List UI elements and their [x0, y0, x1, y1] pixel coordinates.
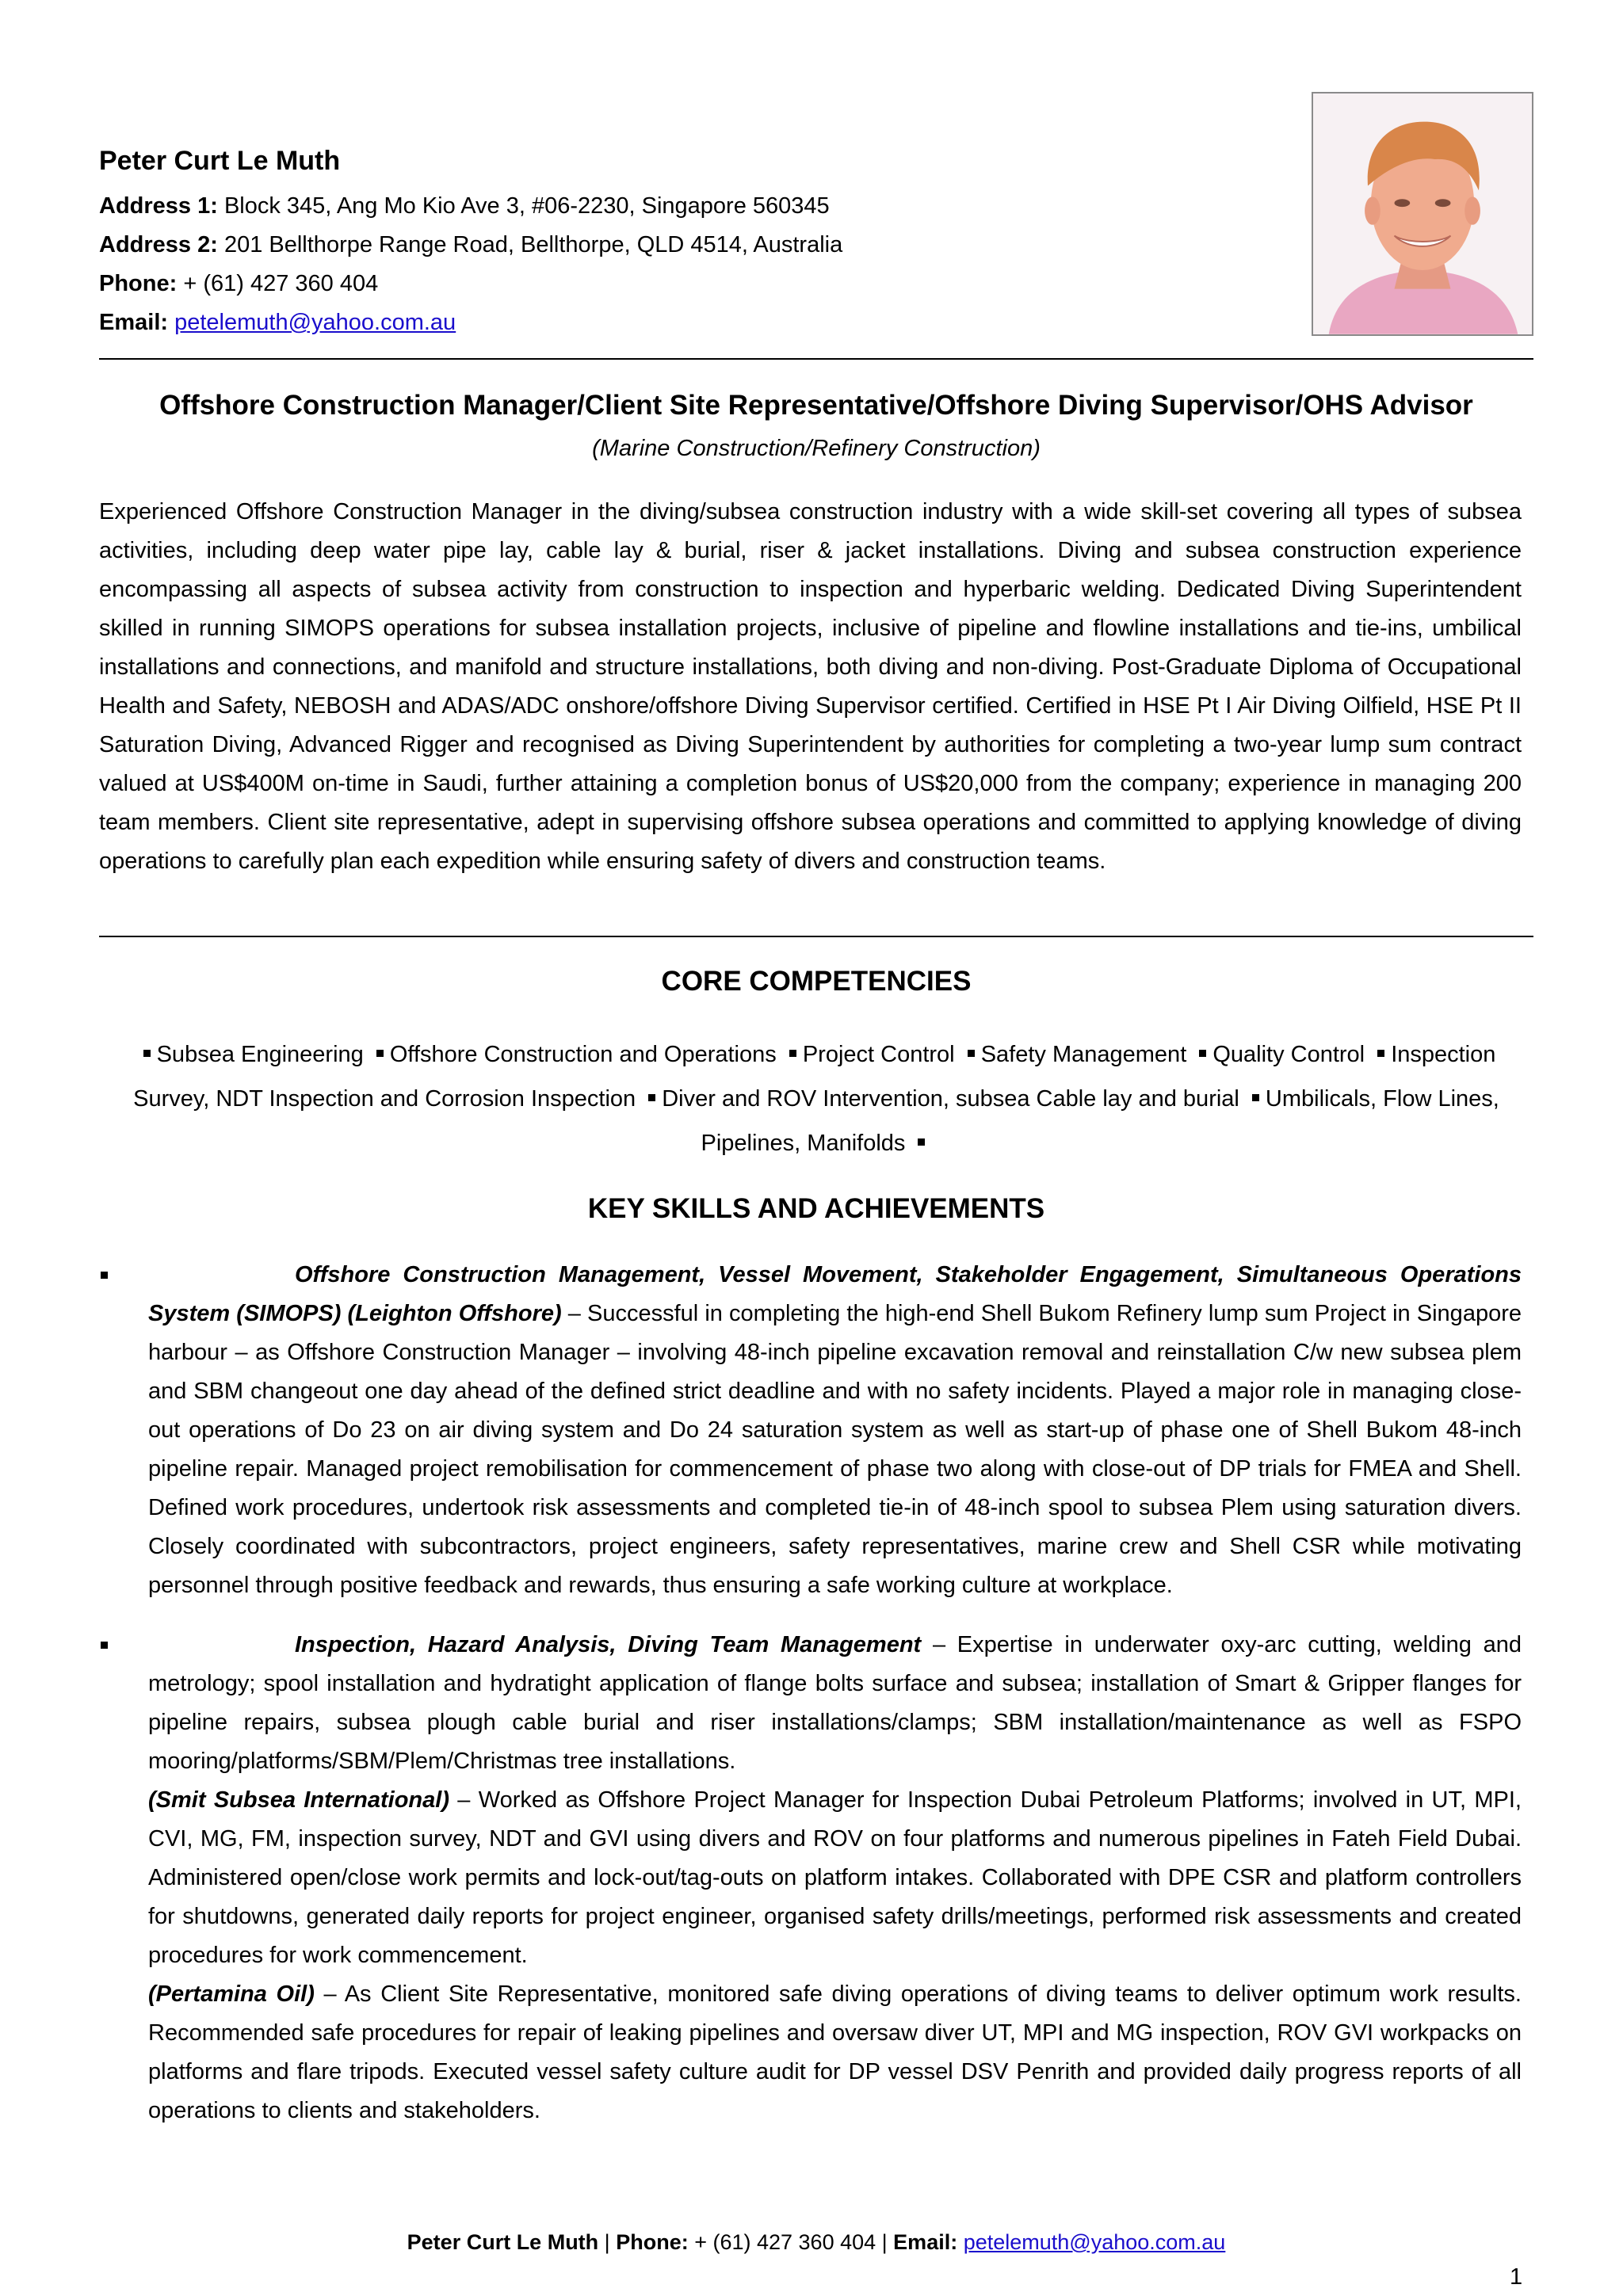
footer-name: Peter Curt Le Muth: [407, 2230, 599, 2254]
skill-item-inspection: [99, 1626, 1522, 2130]
core-competencies-title: CORE COMPETENCIES: [661, 966, 972, 997]
key-skills-title: KEY SKILLS AND ACHIEVEMENTS: [587, 1193, 1045, 1224]
phone-line: [99, 265, 1248, 303]
candidate-name: Peter Curt Le Muth: [99, 146, 341, 176]
skill-paragraph: [148, 1256, 1522, 1605]
square-bullet-icon: [648, 1094, 655, 1101]
competency-item: Diver and ROV Intervention, subsea Cable lay and burial: [662, 1086, 1239, 1112]
profile-photo: [1312, 92, 1533, 336]
skill-paragraph: [148, 1626, 1522, 1781]
skill-heading: Inspection, Hazard Analysis, Diving Team Management: [295, 1632, 922, 1657]
address-2-line: [99, 226, 1248, 265]
page-number: 1: [1510, 2264, 1523, 2290]
competency-item: Safety Management: [980, 1042, 1187, 1067]
page-footer: [99, 2228, 1533, 2256]
competency-item: Project Control: [802, 1042, 955, 1067]
portrait-illustration: [1313, 93, 1532, 334]
footer-email-link[interactable]: petelemuth@yahoo.com.au: [963, 2230, 1226, 2254]
summary-divider: [99, 936, 1533, 937]
competency-item: Quality Control: [1212, 1042, 1365, 1067]
address-1-label: Address 1:: [99, 193, 218, 219]
skill-text: – Successful in completing the high-end Shell Bukom Refinery lump sum Project in Singapore harbour – as Offshore Construction Manager – involving 48-inch pipeline excavation removal and reinstallation C/w new subsea plem and SBM changeout one day ahead of the defined strict deadline and with no safety incidents. Played a major role in managing close-out operations of Do 23 on air diving system and Do 24 saturation system as well as start-up of phase one of Shell Bukom 48-inch pipeline repair. Managed project remobilisation for commencement of phase two along with close-out of DP trials for FMEA and Shell. Defined work procedures, undertook risk assessments and completed tie-in of 48-inch spool to subsea Plem using saturation divers. Closely coordinated with subcontractors, project engineers, safety representatives, marine crew and Shell CSR while motivating personnel through positive feedback and rewards, thus ensuring a safe working culture at workplace.: [148, 1301, 1522, 1598]
employer-text: – As Client Site Representative, monitored safe diving operations of diving teams to deliver optimum work results. Recommended safe procedures for repair of leaking pipelines and oversaw diver UT, MPI and MG inspection, ROV GVI workpacks on platforms and flare tripods. Executed vessel safety culture audit for DP vessel DSV Penrith and provided daily progress reports of all operations to clients and stakeholders.: [148, 1981, 1522, 2123]
competency-item: Umbilicals, Flow Lines, Pipelines, Manifolds: [701, 1086, 1499, 1156]
skill-subparagraph-smit: [148, 1781, 1522, 1975]
footer-separator: |: [598, 2230, 617, 2254]
header-divider: [99, 358, 1533, 360]
skill-heading: Offshore Construction Management, Vessel Movement, Stakeholder Engagement, Simultaneous Operations System (SIMOPS) (Leighton Offshore): [148, 1262, 1522, 1326]
skill-subparagraph-pertamina: [148, 1975, 1522, 2130]
contact-block: [99, 143, 1248, 342]
competency-item: Inspection Survey, NDT Inspection and Corrosion Inspection: [133, 1042, 1496, 1112]
square-bullet-icon: [1199, 1050, 1206, 1057]
square-bullet-icon: [1377, 1050, 1384, 1057]
employer-heading: (Smit Subsea International): [148, 1787, 449, 1813]
employer-text: – Worked as Offshore Project Manager for Inspection Dubai Petroleum Platforms; involved in UT, MPI, CVI, MG, FM, inspection survey, NDT and GVI using divers and ROV on four platforms and numerous pipelines in Fateh Field Dubai. Administered open/close work permits and lock-out/tag-outs on platform intakes. Collaborated with DPE CSR and platform controllers for shutdowns, generated daily reports for project engineer, organised safety drills/meetings, performed risk assessments and created procedures for work commencement.: [148, 1787, 1522, 1968]
skill-item-leighton: [99, 1256, 1522, 1605]
address-2-value: 201 Bellthorpe Range Road, Bellthorpe, QLD 4514, Australia: [223, 232, 843, 257]
email-link[interactable]: petelemuth@yahoo.com.au: [174, 310, 456, 335]
address-2-label: Address 2:: [99, 232, 218, 257]
email-line: [99, 303, 1248, 342]
footer-phone-value: + (61) 427 360 404: [688, 2230, 876, 2254]
phone-label: Phone:: [99, 271, 178, 296]
professional-subheadline: (Marine Construction/Refinery Construction): [592, 436, 1041, 461]
square-bullet-icon: [376, 1050, 384, 1057]
professional-summary: Experienced Offshore Construction Manager in the diving/subsea construction industry with a wide skill-set covering all types of subsea activities, including deep water pipe lay, cable lay & burial, riser & jacket installations. Diving and subsea construction experience encompassing all aspects of subsea activity from construction to inspection and hyperbaric welding. Dedicated Diving Superintendent skilled in running SIMOPS operations for subsea installation projects, inclusive of pipeline and flowline installations and tie-ins, umbilical installations and connections, and manifold and structure installations, both diving and non-diving. Post-Graduate Diploma of Occupational Health and Safety, NEBOSH and ADAS/ADC onshore/offshore Diving Supervisor certified. Certified in HSE Pt I Air Diving Oilfield, HSE Pt II Saturation Diving, Advanced Rigger and recognised as Diving Superintendent by authorities for completing a two-year lump sum contract valued at US$400M on-time in Saudi, further attaining a completion bonus of US$20,000 from the company; experience in managing 200 team members. Client site representative, adept in supervising offshore subsea operations and committed to applying knowledge of diving operations to carefully plan each expedition while ensuring safety of divers and construction teams.: [99, 499, 1522, 874]
employer-heading: (Pertamina Oil): [148, 1981, 315, 2007]
skill-text: – Expertise in underwater oxy-arc cutting, welding and metrology; spool installation and hydratight application of flange bolts surface and subsea; installation of Smart & Gripper flanges for pipeline repairs, subsea plough cable burial and riser installations/clamps; SBM installation/maintenance as well as FSPO mooring/platforms/SBM/Plem/Christmas tree installations.: [148, 1632, 1522, 1774]
key-skills-list: [99, 1256, 1522, 2151]
square-bullet-icon: [143, 1050, 151, 1057]
phone-value: + (61) 427 360 404: [183, 271, 379, 296]
professional-headline: Offshore Construction Manager/Client Site Representative/Offshore Diving Supervisor/OHS Advisor: [159, 390, 1473, 421]
footer-email-label: Email:: [893, 2230, 958, 2254]
square-bullet-icon: [918, 1138, 925, 1146]
footer-phone-label: Phone:: [616, 2230, 689, 2254]
competency-item: Offshore Construction and Operations: [389, 1042, 777, 1067]
email-label: Email:: [99, 310, 169, 335]
address-1-value: Block 345, Ang Mo Kio Ave 3, #06-2230, Singapore 560345: [223, 193, 830, 219]
square-bullet-icon: [101, 1642, 108, 1649]
competency-item: Subsea Engineering: [156, 1042, 364, 1067]
square-bullet-icon: [789, 1050, 796, 1057]
square-bullet-icon: [101, 1272, 108, 1279]
address-1-line: [99, 187, 1248, 226]
square-bullet-icon: [1252, 1094, 1259, 1101]
footer-separator: |: [876, 2230, 894, 2254]
core-competencies-list: [131, 1032, 1502, 1165]
square-bullet-icon: [968, 1050, 975, 1057]
